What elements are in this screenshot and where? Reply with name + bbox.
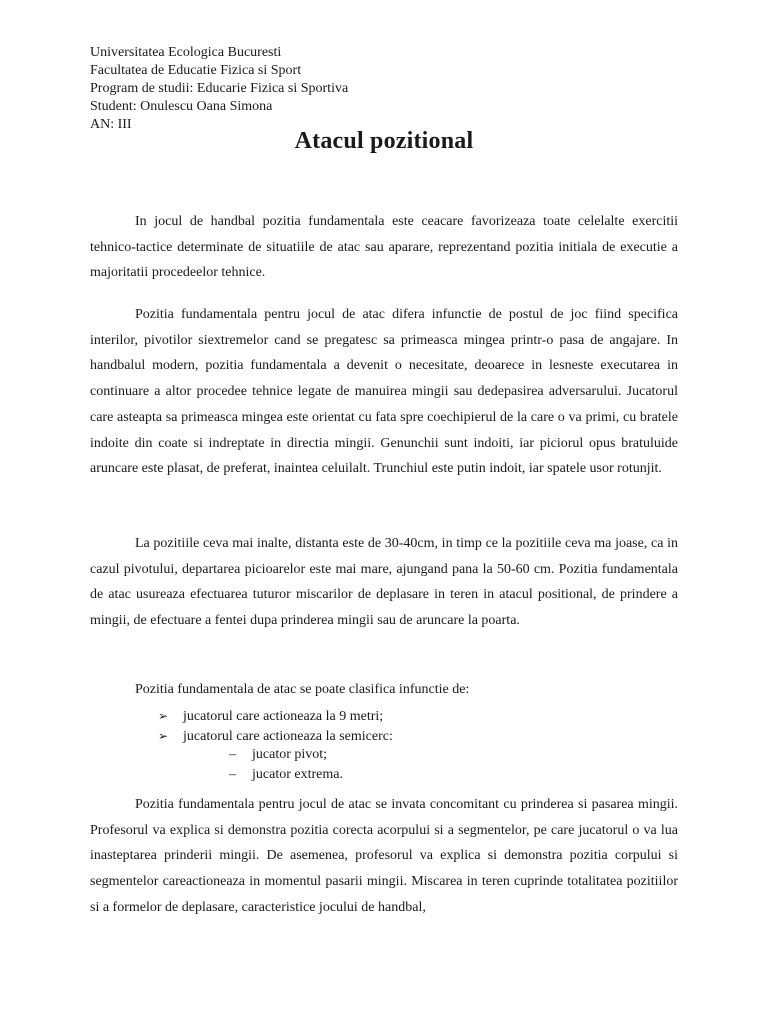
- paragraph-5: Pozitia fundamentala pentru jocul de atac se invata concomitant cu prinderea si pasarea mingii. Profesorul va explica si demonstra pozitia corecta acorpului si a segmentelor, pe care jucatorul o va lua inasteptarea prinderii mingii. De asemenea, profesorul va explica si demonstra pozitia corpului si segmentelor careactioneaza in momentul pasarii mingii. Miscarea in teren cuprinde totalitatea pozitiilor si a formelor de deplasare, caracteristice jocului de handbal,: [90, 797, 678, 915]
- sub-list: [229, 745, 343, 784]
- sub-list-item: [229, 765, 343, 785]
- header-university: Universitatea Ecologica Bucuresti: [90, 45, 282, 60]
- document-header: [90, 44, 348, 134]
- header-faculty: Facultatea de Educatie Fizica si Sport: [90, 63, 302, 78]
- arrow-bullet-icon: ➢: [158, 728, 169, 743]
- sub-list-item-text: jucator pivot;: [252, 747, 328, 762]
- header-student: Student: Onulescu Oana Simona: [90, 99, 273, 114]
- header-program: Program de studii: Educarie Fizica si Sportiva: [90, 81, 349, 96]
- paragraph-3: La pozitiile ceva mai inalte, distanta este de 30-40cm, in timp ce la pozitiile ceva ma joase, ca in cazul pivotului, departarea picioarelor este mai mare, ajungand pana la 50-60 cm. Pozitia fundamentala de atac usureaza efectuarea tuturor miscarilor de deplasare in teren in atacul positional, de prindere a mingii, de efectuare a fentei dupa prinderea mingii sau de aruncare la poarta.: [90, 536, 678, 629]
- header-year: AN: III: [90, 117, 132, 132]
- paragraph-1: In jocul de handbal pozitia fundamentala este ceacare favorizeaza toate celelalte exercitii tehnico-tactice determinate de situatiile de atac sau aparare, reprezentand pozitia initiala de executie a majoritatii procedeelor tehnice.: [90, 214, 678, 281]
- list-item-text: jucatorul care actioneaza la 9 metri;: [183, 709, 384, 724]
- paragraph-2: Pozitia fundamentala pentru jocul de atac difera infunctie de postul de joc fiind specifica interilor, pivotilor siextremelor cand se pregatesc sa primeasca mingea printr-o pasa de angajare. In handbalul modern, pozitia fundamentala a devenit o necesitate, deoarece in lesneste executarea in continuare a altor procedee tehnice legate de manuirea mingii sau dedepasirea adversarului. Jucatorul care asteapta sa primeasca mingea este orientat cu fata spre coechipierul de la care o va primi, cu bratele indoite din coate si indreptate in directia mingii. Genunchii sunt indoiti, iar piciorul opus bratuluide aruncare este plasat, de preferat, inaintea celuilalt. Trunchiul este putin indoit, iar spatele usor rotunjit.: [90, 307, 678, 477]
- dash-bullet-icon: –: [229, 766, 236, 782]
- arrow-bullet-icon: ➢: [158, 709, 169, 723]
- list-item: [158, 727, 393, 747]
- list-item: [158, 707, 393, 727]
- sub-list-item-text: jucator extrema.: [252, 766, 343, 782]
- paragraph-4: Pozitia fundamentala de atac se poate clasifica infunctie de:: [135, 682, 470, 697]
- sub-list-item: [229, 745, 343, 765]
- list-item-text: jucatorul care actioneaza la semicerc:: [183, 728, 393, 744]
- dash-bullet-icon: –: [229, 747, 236, 762]
- bullet-list: [158, 707, 393, 746]
- document-title: Atacul pozitional: [294, 128, 474, 154]
